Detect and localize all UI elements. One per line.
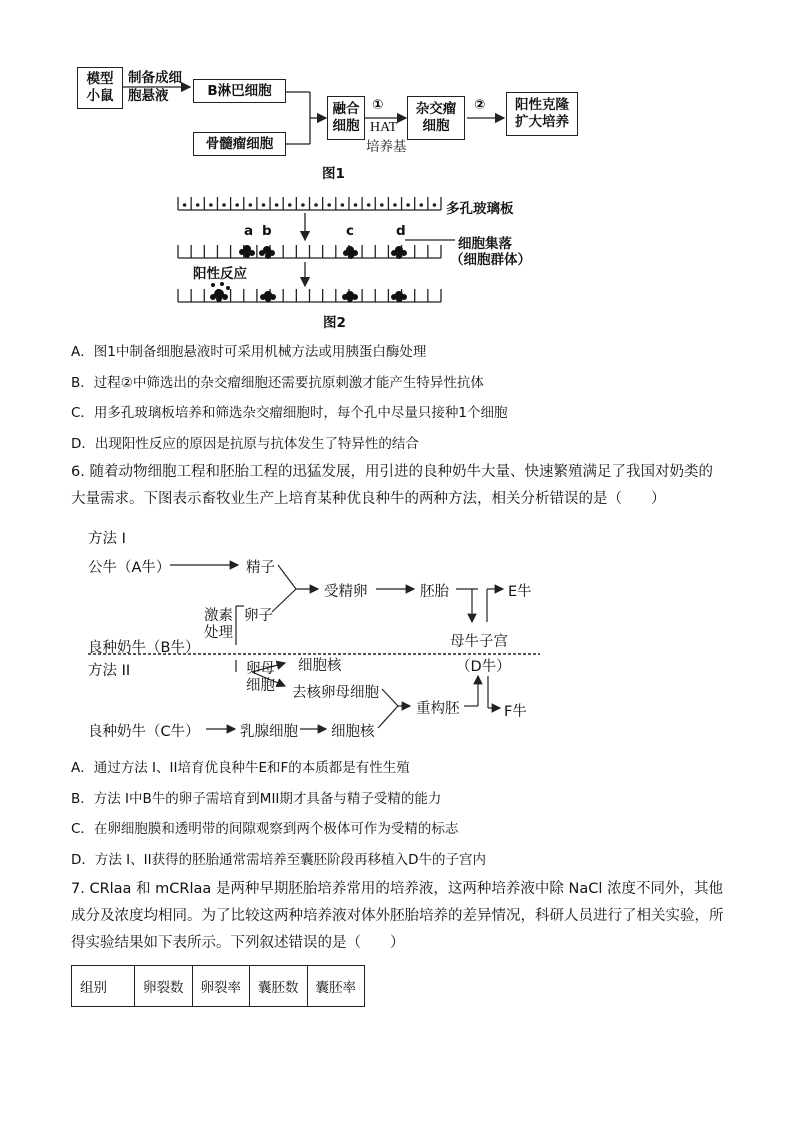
option-c[interactable]: C．用多孔玻璃板培养和筛选杂交瘤细胞时，每个孔中尽量只接种1个细胞: [71, 405, 508, 421]
cow-c-label: 良种奶牛（C牛）: [88, 724, 200, 740]
hormone-label-1: 激素: [204, 608, 233, 624]
plate-cell-dot: [262, 203, 266, 207]
bull-a-label: 公牛（A牛）: [88, 560, 171, 576]
plate-cell-dot: [433, 203, 437, 207]
plate-cell-dot: [393, 203, 397, 207]
model-mouse-box: 模型 小鼠: [77, 67, 123, 109]
reconstructed-embryo-label: 重构胚: [416, 701, 460, 717]
embryo-label: 胚胎: [420, 584, 449, 600]
option-a[interactable]: A．通过方法 I、II培育优良种牛E和F的本质都是有性生殖: [71, 760, 410, 776]
option-a[interactable]: A．图1中制备细胞悬液时可采用机械方法或用胰蛋白酶处理: [71, 344, 427, 360]
make-suspension-label: 制备成细 胞悬液: [128, 70, 182, 104]
plate-cell-dot: [275, 203, 279, 207]
well-d-label: d: [396, 223, 406, 239]
oocyte-label-2: 细胞: [246, 678, 275, 694]
well-b-label: b: [262, 223, 272, 239]
method-1-label: 方法 I: [88, 531, 126, 547]
option-b[interactable]: B．过程②中筛选出的杂交瘤细胞还需要抗原刺激才能产生特异性抗体: [71, 375, 484, 391]
hat-label: HAT: [370, 120, 398, 135]
plate-cell-dot: [354, 203, 358, 207]
plate-cell-dot: [209, 203, 213, 207]
cow-b-label: 良种奶牛（B牛）: [88, 640, 200, 656]
header-cleavage-rate: 卵裂率: [192, 966, 250, 1007]
plate-cell-dot: [288, 203, 292, 207]
mammary-cell-label: 乳腺细胞: [240, 724, 298, 740]
option-d[interactable]: D．方法 I、II获得的胚胎通常需培养至囊胚阶段再移植入D牛的子宫内: [71, 852, 487, 868]
medium-label: 培养基: [366, 139, 407, 155]
step-2-marker: ②: [474, 97, 486, 113]
positive-reaction-label: 阳性反应: [193, 266, 247, 282]
plate-cell-dot: [341, 203, 345, 207]
q7-stem: 7. CRlaa 和 mCRlaa 是两种早期胚胎培养常用的培养液，这两种培养液中除 NaCl 浓度不同外，其他成分及浓度均相同。为了比较这两种培养液对体外胚胎培养的差异情况，科研人员进行了相关实验，所得实验结果如下表所示。下列叙述错误的是（ ）: [71, 881, 724, 951]
header-cleavage-count: 卵裂数: [135, 966, 193, 1007]
figure-1-caption: 图1: [322, 166, 345, 182]
colony-sub-label: （细胞群体）: [450, 252, 531, 268]
header-blastocyst-count: 囊胚数: [250, 966, 308, 1007]
well-a-label: a: [244, 223, 254, 239]
fused-cell-box: 融合 细胞: [327, 96, 365, 140]
plate-cell-dot: [327, 203, 331, 207]
uterus-label: 母牛子宫: [450, 634, 508, 650]
option-b[interactable]: B．方法 I中B牛的卵子需培育到MII期才具备与精子受精的能力: [71, 791, 442, 807]
positive-clone-box: 阳性克隆 扩大培养: [506, 92, 578, 136]
q6-stem: 6. 随着动物细胞工程和胚胎工程的迅猛发展，用引进的良种奶牛大量、快速繁殖满足了我国对奶类的大量需求。下图表示畜牧业生产上培育某种优良种牛的两种方法，相关分析错误的是（ ）: [71, 464, 713, 507]
well-c-label: c: [346, 223, 355, 239]
plate-label: 多孔玻璃板: [446, 201, 514, 217]
sperm-label: 精子: [246, 560, 275, 576]
step-1-marker: ①: [372, 97, 384, 113]
nucleus-bottom-label: 细胞核: [331, 724, 375, 740]
hybridoma-cell-box: 杂交瘤 细胞: [407, 96, 465, 140]
method-2-label: 方法 II: [88, 663, 131, 679]
results-table: [71, 965, 365, 1007]
header-group: 组别: [72, 966, 135, 1007]
plate-cell-dot: [314, 203, 318, 207]
cow-e-label: E牛: [508, 584, 532, 600]
myeloma-cell-box: 骨髓瘤细胞: [193, 132, 286, 156]
plate-cell-dot: [196, 203, 200, 207]
enucleated-oocyte-label: 去核卵母细胞: [292, 685, 379, 701]
nucleus-top-label: 细胞核: [298, 658, 342, 674]
table-header-row: [72, 966, 365, 1007]
fertilized-egg-label: 受精卵: [324, 584, 368, 600]
plate-cell-dot: [301, 203, 305, 207]
plate-cell-dot: [235, 203, 239, 207]
plate-cell-dot: [249, 203, 253, 207]
plate-cell-dot: [419, 203, 423, 207]
plate-cell-dot: [406, 203, 410, 207]
plate-cell-dot: [183, 203, 187, 207]
hormone-label-2: 处理: [204, 625, 233, 641]
option-c[interactable]: C．在卵细胞膜和透明带的间隙观察到两个极体可作为受精的标志: [71, 821, 459, 837]
oocyte-label-1: 卵母: [246, 661, 275, 677]
colony-label: 细胞集落: [458, 236, 512, 252]
plate-cell-dot: [367, 203, 371, 207]
b-lymphocyte-box: B淋巴细胞: [193, 79, 286, 103]
egg-label: 卵子: [244, 608, 273, 624]
cow-d-label: （D牛）: [456, 659, 511, 675]
option-d[interactable]: D．出现阳性反应的原因是抗原与抗体发生了特异性的结合: [71, 436, 419, 452]
figure-2-caption: 图2: [323, 315, 346, 331]
plate-cell-dot: [380, 203, 384, 207]
header-blastocyst-rate: 囊胚率: [307, 966, 365, 1007]
plate-cell-dot: [222, 203, 226, 207]
cow-f-label: F牛: [504, 704, 527, 720]
